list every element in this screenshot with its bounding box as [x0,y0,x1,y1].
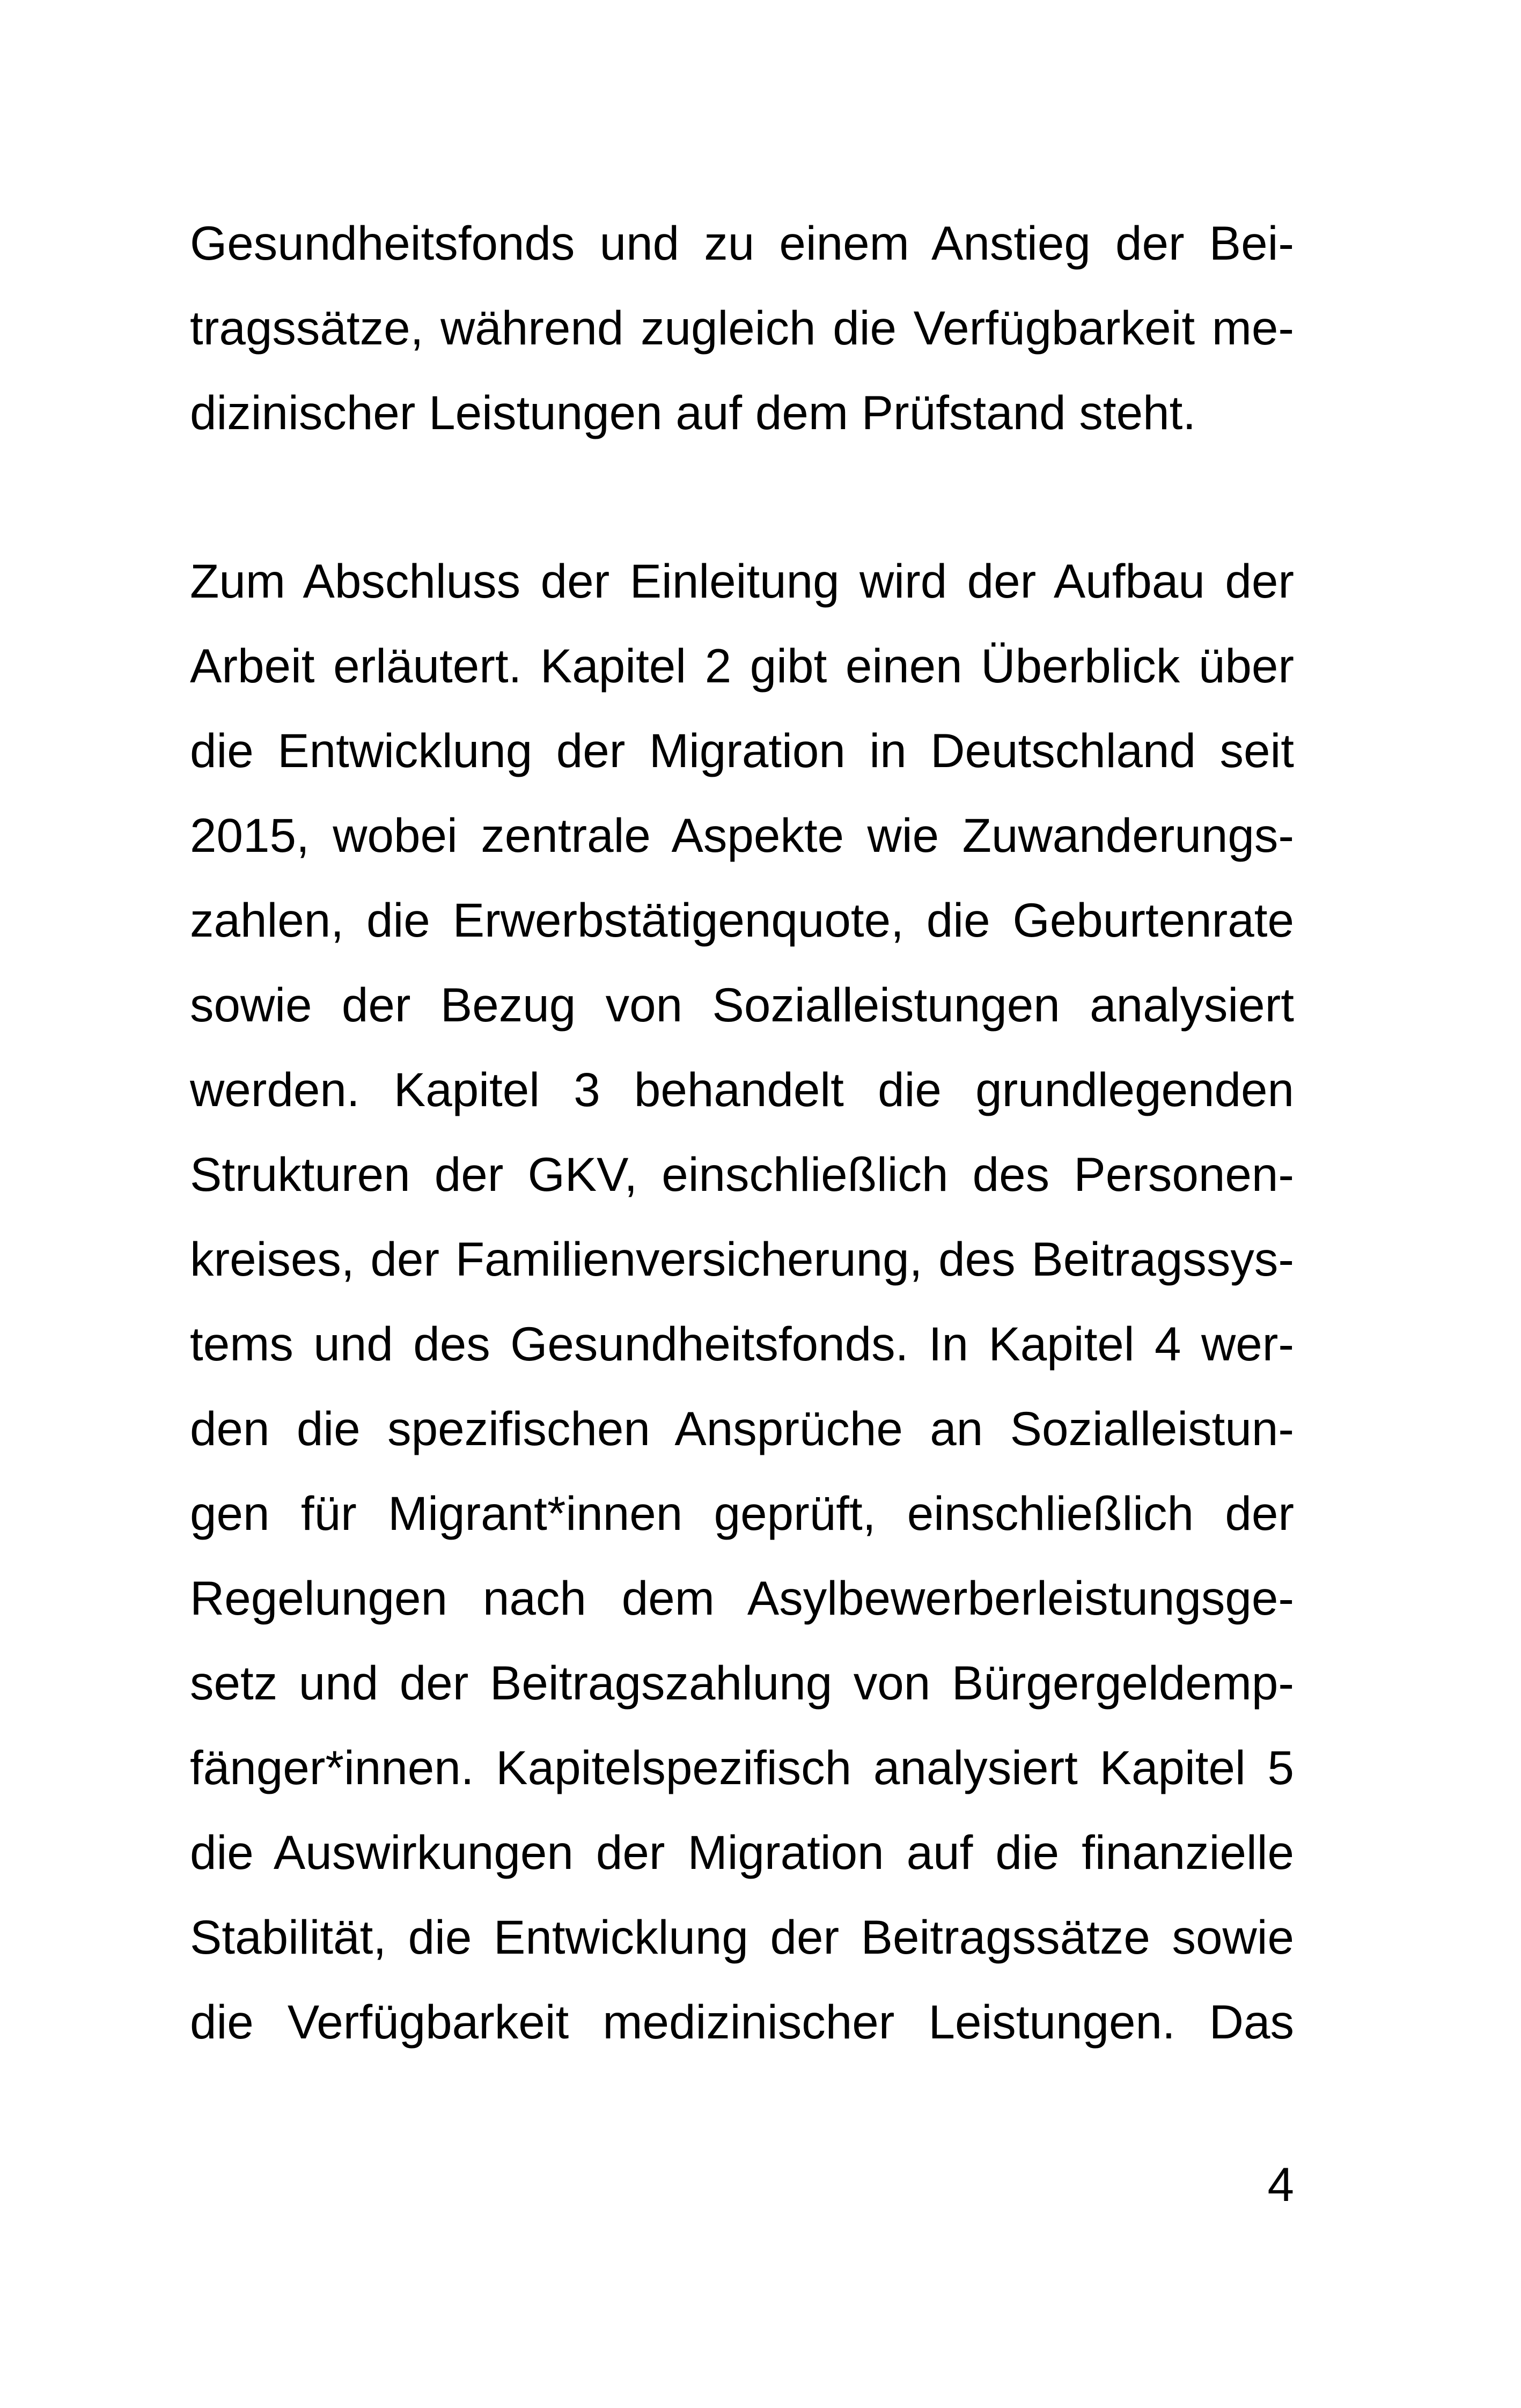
paragraph-line: Gesundheitsfonds und zu einem Anstieg der Bei- [190,216,1294,270]
paragraph-line: 2015, wobei zentrale Aspekte wie Zuwanderungs- [190,808,1294,862]
paragraph-line: tragssätze, während zugleich die Verfügbarkeit me- [190,301,1294,355]
paragraph-line: setz und der Beitragszahlung von Bürgergeldemp- [190,1656,1294,1710]
page-number: 4 [1267,2157,1294,2211]
paragraph-line: die Entwicklung der Migration in Deutschland seit [190,724,1294,777]
paragraph-line: Zum Abschluss der Einleitung wird der Aufbau der [190,554,1294,608]
paragraph-line: tems und des Gesundheitsfonds. In Kapitel 4 wer- [190,1317,1294,1371]
paragraph-line: werden. Kapitel 3 behandelt die grundlegenden [190,1063,1294,1116]
paragraph-line: kreises, der Familienversicherung, des Beitragssys- [190,1232,1294,1286]
paragraph-line: fänger*innen. Kapitelspezifisch analysiert Kapitel 5 [190,1741,1294,1794]
paragraph-line: zahlen, die Erwerbstätigenquote, die Geburtenrate [190,893,1294,947]
paragraph-line: dizinischer Leistungen auf dem Prüfstand steht. [190,386,1196,439]
paragraph-line: die Verfügbarkeit medizinischer Leistungen. Das [190,1995,1294,2049]
paragraph-1 [190,201,1294,455]
paragraph-line: Stabilität, die Entwicklung der Beitragssätze sowie [190,1910,1294,1964]
paragraph-line: Regelungen nach dem Asylbewerberleistungsge- [190,1571,1294,1625]
paragraph-line: Arbeit erläutert. Kapitel 2 gibt einen Überblick über [190,639,1294,693]
paragraph-line: den die spezifischen Ansprüche an Sozialleistun- [190,1402,1294,1455]
paragraph-line: gen für Migrant*innen geprüft, einschließlich der [190,1486,1294,1540]
paragraph-2 [190,539,1294,2064]
paragraph-line: sowie der Bezug von Sozialleistungen analysiert [190,978,1294,1032]
paragraph-line: Strukturen der GKV, einschließlich des Personen- [190,1147,1294,1201]
paragraph-line: die Auswirkungen der Migration auf die finanzielle [190,1825,1294,1879]
